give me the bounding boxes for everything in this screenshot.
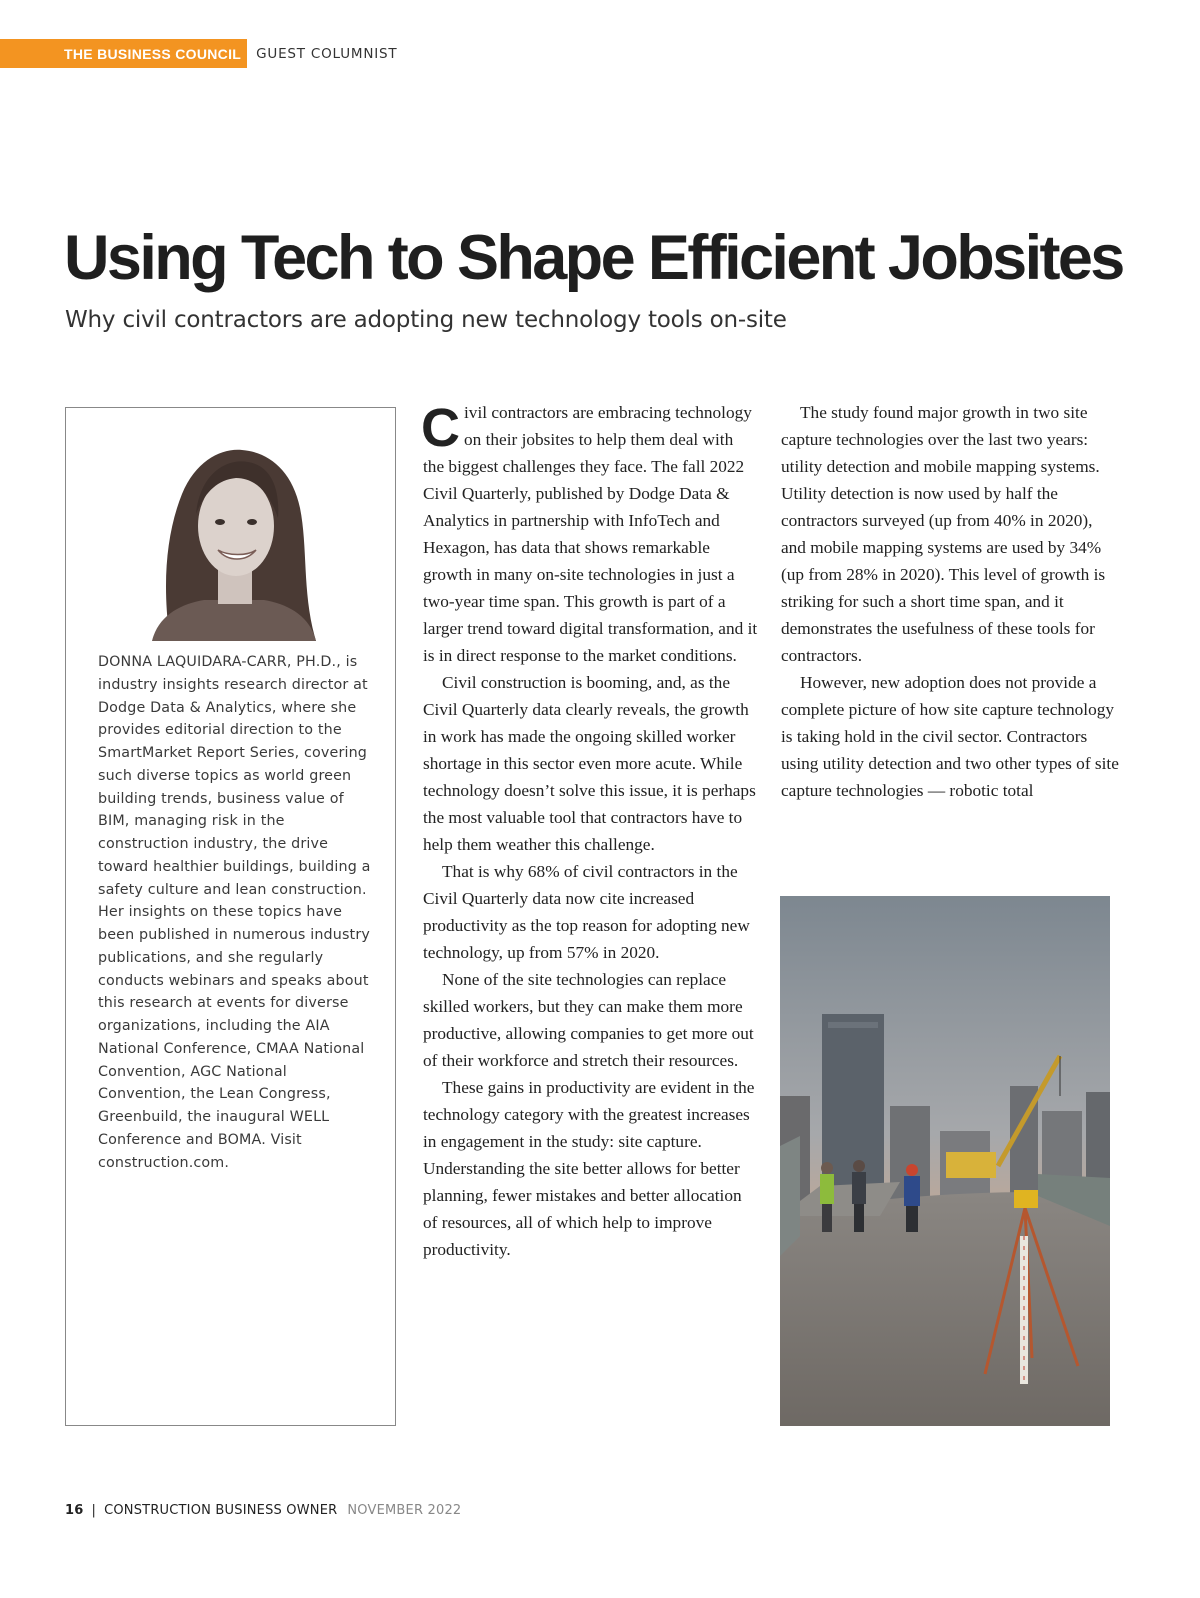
- author-portrait: [152, 444, 316, 641]
- author-bio-text: DONNA LAQUIDARA-CARR, PH.D., is industry insights research director at Dodge Data & Analytics, where she provides editorial direction to the SmartMarket Report Series, covering such diverse topics as world green building trends, business value of BIM, managing risk in the construction industry, the drive toward healthier buildings, building a safety culture and lean construction. Her insights on these topics have been published in numerous industry publications, and she regularly conducts webinars and speaks about this research at events for diverse organizations, including the AIA National Conference, CMAA National Convention, AGC National Convention, the Lean Congress, Greenbuild, the inaugural WELL Conference and BOMA. Visit construction.com.: [98, 654, 371, 1171]
- article-title: Using Tech to Shape Efficient Jobsites: [64, 223, 1123, 293]
- article-column-1: [423, 399, 758, 1263]
- paragraph: None of the site technologies can replace skilled workers, but they can make them more productive, allowing companies to get more out of their workforce and stretch their resources.: [423, 970, 754, 1070]
- paragraph-text: ivil contractors are embracing technology on their jobsites to help them deal with the biggest challenges they face. The fall 2022 Civil Quarterly, published by Dodge Data & Analytics in partnership with InfoTech and Hexagon, has data that shows remarkable growth in many on-site technologies in just a two-year time span. This growth is part of a larger trend toward digital transformation, and it is in direct response to the market conditions.: [423, 403, 758, 665]
- jobsite-photo: [780, 896, 1110, 1426]
- author-bio-box: [65, 407, 396, 1426]
- drop-cap: C: [421, 398, 460, 458]
- article-subtitle: Why civil contractors are adopting new technology tools on-site: [65, 307, 787, 333]
- publication-name: CONSTRUCTION BUSINESS OWNER: [104, 1503, 338, 1518]
- paragraph: [423, 399, 758, 669]
- paragraph: These gains in productivity are evident in the technology category with the greatest increases in engagement in the study: site capture. Understanding the site better allows for better planning, fewer mistakes and better allocation of resources, all of which help to improve productivity.: [423, 1078, 755, 1259]
- issue-date: NOVEMBER 2022: [347, 1503, 462, 1518]
- paragraph: Civil construction is booming, and, as the Civil Quarterly data clearly reveals, the growth in work has made the ongoing skilled worker shortage in this sector even more acute. While technology doesn’t solve this issue, it is perhaps the most valuable tool that contractors have to help them weather this challenge.: [423, 673, 756, 854]
- section-tag: [0, 39, 397, 68]
- column-type-label: GUEST COLUMNIST: [256, 45, 398, 62]
- paragraph: That is why 68% of civil contractors in the Civil Quarterly data now cite increased productivity as the top reason for adopting new technology, up from 57% in 2020.: [423, 862, 750, 962]
- page-footer: [65, 1503, 461, 1518]
- article-column-2: [781, 399, 1121, 804]
- paragraph: The study found major growth in two site capture technologies over the last two years: utility detection and mobile mapping systems. Utility detection is now used by half the contractors surveyed (up from 40% in 2020), and mobile mapping systems are used by 34% (up from 28% in 2020). This level of growth is striking for such a short time span, and it demonstrates the usefulness of these tools for contractors.: [781, 403, 1106, 665]
- footer-separator: |: [91, 1503, 97, 1518]
- paragraph: However, new adoption does not provide a complete picture of how site capture technology is taking hold in the civil sector. Contractors using utility detection and two other types of site capture technologies — robotic total: [781, 673, 1119, 800]
- page-number: 16: [65, 1503, 84, 1518]
- section-label: THE BUSINESS COUNCIL: [0, 39, 247, 68]
